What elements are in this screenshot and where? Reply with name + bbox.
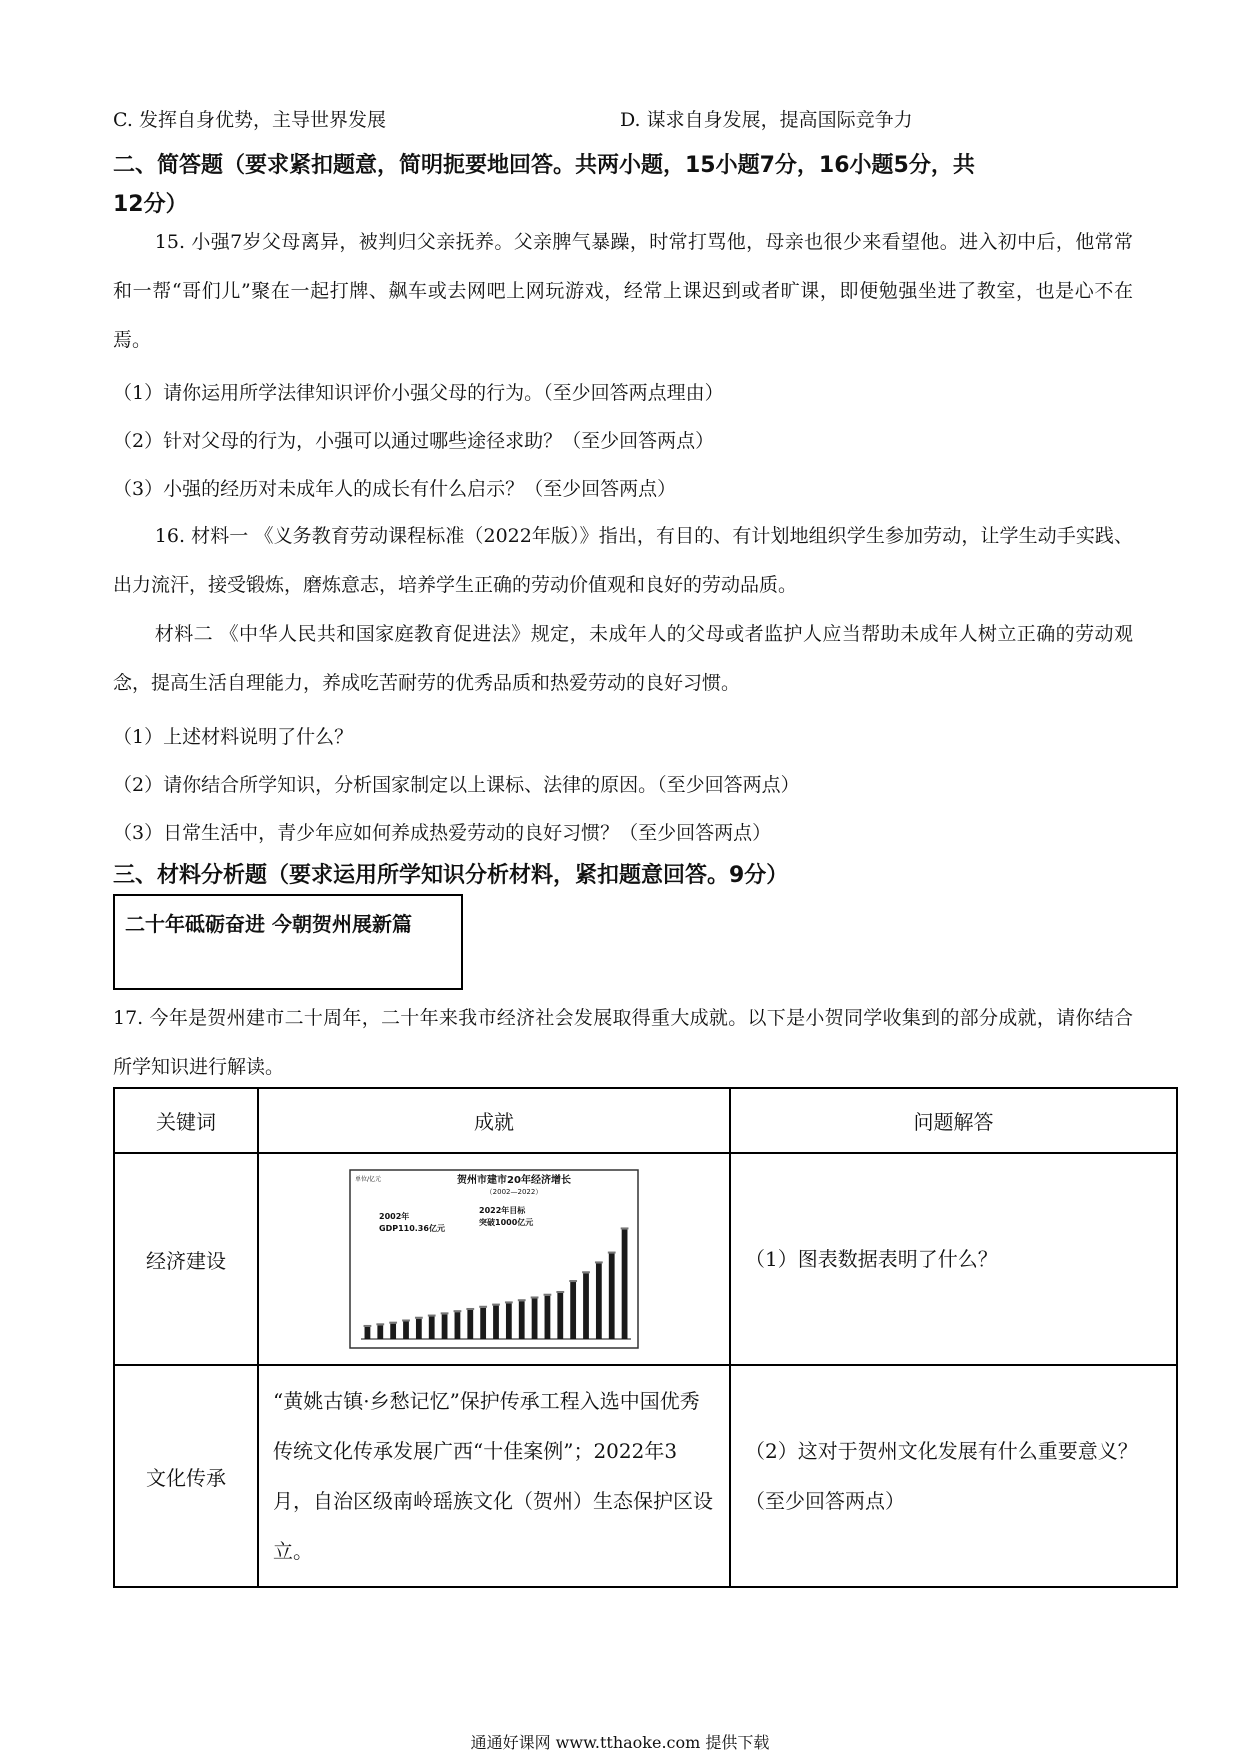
chart-bar (429, 1317, 435, 1339)
chart-ylabel: 单位/亿元 (355, 1176, 382, 1183)
table-row (114, 1365, 1177, 1587)
chart-bar-cap (621, 1227, 629, 1229)
chart-bar (480, 1308, 486, 1339)
section3-heading: 三、材料分析题（要求运用所学知识分析材料，紧扣题意回答。9分） (113, 863, 789, 888)
section2-heading-line1: 二、简答题（要求紧扣题意，简明扼要地回答。共两小题，15小题7分，16小题5分，共 (113, 153, 975, 178)
header-keyword: 关键词 (114, 1088, 258, 1153)
q16-material2: 材料二 《中华人民共和国家庭教育促进法》规定，未成年人的父母或者监护人应当帮助未成年人树立正确的劳动观念，提高生活自理能力，养成吃苦耐劳的优秀品质和热爱劳动的良好习惯。 (113, 623, 1133, 694)
q15-sub3: （3）小强的经历对未成年人的成长有什么启示？（至少回答两点） (113, 478, 677, 500)
table-header-row (114, 1088, 1177, 1153)
chart-bar (403, 1321, 409, 1339)
q16-sub3: （3）日常生活中，青少年应如何养成热爱劳动的良好习惯？（至少回答两点） (113, 822, 772, 844)
achievement-table (113, 1087, 1178, 1588)
chart-title: 贺州市建市20年经济增长 (457, 1175, 571, 1186)
chart-annotation: 突破1000亿元 (479, 1218, 534, 1227)
chart-bar-cap (556, 1291, 564, 1293)
chart-annotation: GDP110.36亿元 (379, 1224, 445, 1233)
chart-bar-cap (389, 1322, 397, 1324)
chart-bar-cap (415, 1317, 423, 1319)
chart-bar (390, 1324, 396, 1339)
row1-keyword: 经济建设 (114, 1153, 258, 1365)
table-row (114, 1153, 1177, 1365)
chart-bar-cap (492, 1304, 500, 1306)
row1-question: （1）图表数据表明了什么？ (730, 1153, 1177, 1365)
q15-stem: 15. 小强7岁父母离异，被判归父亲抚养。父亲脾气暴躁，时常打骂他，母亲也很少来看望他。进入初中后，他常常和一帮“哥们儿”聚在一起打牌、飙车或去网吧上网玩游戏，经常上课迟到或者旷课，即便勉强坐进了教室，也是心不在焉。 (113, 231, 1133, 351)
chart-bar-cap (518, 1299, 526, 1301)
chart-bar-cap (505, 1301, 513, 1303)
q16-sub1: （1）上述材料说明了什么？ (113, 726, 354, 748)
chart-bar-cap (608, 1252, 616, 1254)
chart-bar (596, 1263, 602, 1339)
chart-bar (416, 1319, 422, 1339)
chart-bar-cap (544, 1294, 552, 1296)
chart-bar (493, 1306, 499, 1339)
chart-bar-cap (428, 1315, 436, 1317)
row2-keyword: 文化传承 (114, 1365, 258, 1587)
q16-material1: 16. 材料一 《义务教育劳动课程标准（2022年版）》指出，有目的、有计划地组织学生参加劳动，让学生动手实践、出力流汗，接受锻炼，磨炼意志，培养学生正确的劳动价值观和良好的劳动品质。 (113, 525, 1133, 596)
chart-bar-cap (595, 1261, 603, 1263)
chart-bar (557, 1293, 563, 1339)
chart-bar-cap (531, 1296, 539, 1298)
chart-bar (532, 1298, 538, 1339)
chart-subtitle: （2002—2022） (485, 1188, 543, 1196)
chart-bar-cap (376, 1323, 384, 1325)
chart-annotation: 2022年目标 (479, 1206, 526, 1215)
chart-bar (506, 1303, 512, 1339)
chart-bar (377, 1325, 383, 1339)
chart-bar (365, 1327, 371, 1339)
header-answer: 问题解答 (730, 1088, 1177, 1153)
chart-bar-cap (402, 1319, 410, 1321)
chart-bar (570, 1282, 576, 1339)
chart-annotation: 2002年 (379, 1212, 410, 1221)
row2-question: （2）这对于贺州文化发展有什么重要意义？（至少回答两点） (730, 1365, 1177, 1587)
chart-bar-cap (454, 1310, 462, 1312)
section3-box-title: 二十年砥砺奋进 今朝贺州展新篇 (113, 894, 463, 990)
chart-bar (442, 1314, 448, 1339)
section2-heading-line2: 12分） (113, 192, 188, 217)
chart-bar (467, 1310, 473, 1339)
q15-sub1: （1）请你运用所学法律知识评价小强父母的行为。（至少回答两点理由） (113, 382, 724, 404)
chart-bar (622, 1229, 628, 1339)
footer-credit: 通通好课网 www.tthaoke.com 提供下载 (470, 1733, 770, 1752)
q17-stem: 17. 今年是贺州建市二十周年，二十年来我市经济社会发展取得重大成就。以下是小贺同学收集到的部分成就，请你结合所学知识进行解读。 (113, 1007, 1133, 1078)
chart-bar (583, 1273, 589, 1339)
chart-bar (609, 1254, 615, 1339)
option-d: D. 谋求自身发展，提高国际竞争力 (620, 109, 913, 131)
option-c: C. 发挥自身优势，主导世界发展 (113, 109, 386, 131)
gdp-bar-chart (349, 1169, 639, 1349)
header-achievement: 成就 (258, 1088, 730, 1153)
chart-bar (519, 1301, 525, 1339)
row1-chart-cell (258, 1153, 730, 1365)
row2-achievement: “黄姚古镇·乡愁记忆”保护传承工程入选中国优秀传统文化传承发展广西“十佳案例”；2022年3月，自治区级南岭瑶族文化（贺州）生态保护区设立。 (258, 1365, 730, 1587)
chart-bar-cap (466, 1308, 474, 1310)
chart-bar-cap (582, 1271, 590, 1273)
q15-sub2: （2）针对父母的行为，小强可以通过哪些途径求助？（至少回答两点） (113, 430, 715, 452)
chart-bar-cap (441, 1312, 449, 1314)
chart-bar-cap (364, 1325, 372, 1327)
chart-bar-cap (479, 1306, 487, 1308)
chart-bar (455, 1312, 461, 1339)
q16-sub2: （2）请你结合所学知识，分析国家制定以上课标、法律的原因。（至少回答两点） (113, 774, 800, 796)
chart-bar (545, 1296, 551, 1339)
chart-bar-cap (569, 1280, 577, 1282)
